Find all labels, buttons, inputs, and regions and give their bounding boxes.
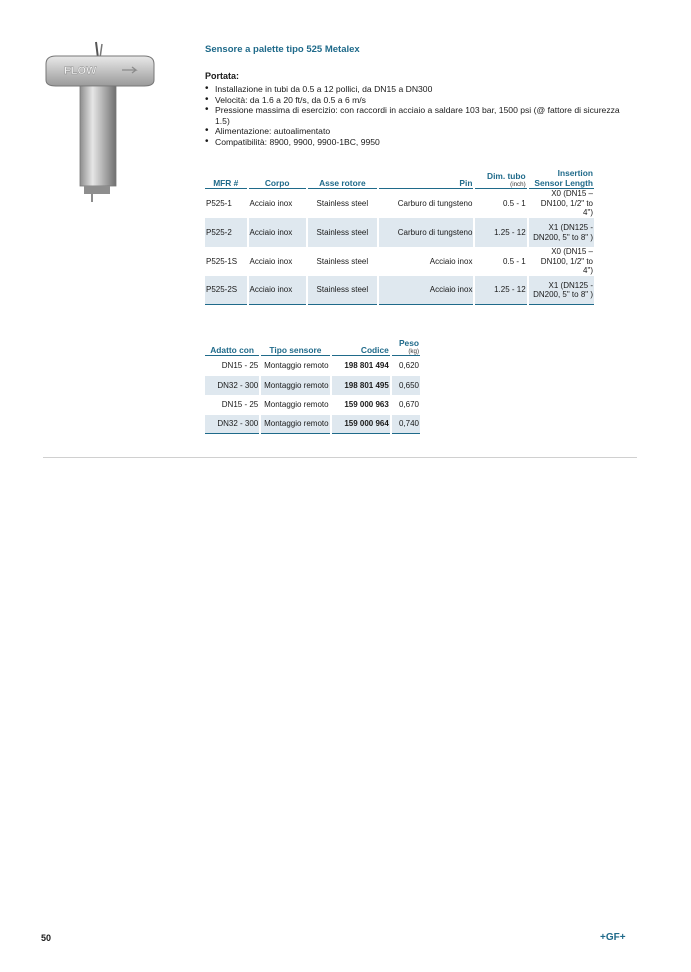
cell-corpo: Acciaio inox <box>249 218 306 247</box>
col-dim-label: Dim. tubo <box>487 171 526 181</box>
table-row <box>205 276 594 305</box>
cell-dim: 0.5 - 1 <box>502 198 526 208</box>
cell-tipo: Montaggio remoto <box>264 361 329 370</box>
cell-adatto: DN15 - 25 <box>221 400 259 409</box>
cell-peso: 0,670 <box>398 400 419 409</box>
table-row <box>205 395 420 415</box>
feature-item: • Installazione in tubi da 0.5 a 12 pollici, da DN15 a DN300 <box>205 84 635 95</box>
cell-pin: Carburo di tungsteno <box>379 218 474 247</box>
flow-label: FLOW <box>64 65 97 77</box>
col-insertion: Insertion Sensor Length <box>529 168 594 189</box>
feature-item: • Alimentazione: autoalimentato <box>205 126 635 137</box>
table-row <box>205 356 420 376</box>
cell-mfr: P525-2 <box>205 218 247 247</box>
cell-asse: Stainless steel <box>308 218 377 247</box>
table-row <box>205 247 594 276</box>
table-row <box>205 189 594 218</box>
cell-corpo: Acciaio inox <box>249 256 293 266</box>
cell-peso: 0,620 <box>398 361 419 370</box>
cell-dim: 1.25 - 12 <box>475 218 526 247</box>
cell-asse: Stainless steel <box>308 276 377 305</box>
col-dim <box>475 168 526 189</box>
table-row <box>205 415 420 435</box>
cell-pin: Carburo di tungsteno <box>397 198 473 208</box>
cell-mfr: P525-1S <box>206 256 238 266</box>
cell-asse: Stainless steel <box>316 256 369 266</box>
cell-dim: 0.5 - 1 <box>502 256 526 266</box>
col-adatto: Adatto con <box>205 338 259 356</box>
cell-tipo: Montaggio remoto <box>261 376 329 396</box>
cell-codice: 198 801 494 <box>344 361 389 370</box>
section-divider <box>43 457 637 458</box>
gf-logo: +GF+ <box>600 932 626 943</box>
cell-insertion: X1 (DN125 - DN200, 5" to 8" ) <box>529 218 594 247</box>
feature-item: • Velocità: da 1.6 a 20 ft/s, da 0.5 a 6 m/s <box>205 95 635 106</box>
cell-adatto: DN15 - 25 <box>221 361 259 370</box>
cell-peso: 0,650 <box>392 376 420 396</box>
cell-peso: 0,740 <box>392 415 420 435</box>
cell-pin: Acciaio inox <box>429 256 473 266</box>
col-corpo: Corpo <box>249 168 306 189</box>
cell-codice: 159 000 964 <box>332 415 390 435</box>
feature-list <box>205 84 635 148</box>
cell-insertion: X0 (DN15 – DN100, 1/2" to 4") <box>540 247 593 276</box>
col-mfr: MFR # <box>205 168 247 189</box>
col-tipo: Tipo sensore <box>261 338 329 356</box>
col-dim-unit: (inch) <box>510 181 526 188</box>
table-row <box>205 376 420 396</box>
cell-insertion: X1 (DN125 - DN200, 5" to 8" ) <box>529 276 594 305</box>
cell-insertion: X0 (DN15 – DN100, 1/2" to 4") <box>540 189 593 218</box>
cell-codice: 159 000 963 <box>344 400 389 409</box>
table-row <box>205 218 594 247</box>
product-title: Sensore a palette tipo 525 Metalex <box>205 44 360 55</box>
cell-corpo: Acciaio inox <box>249 198 293 208</box>
ordering-table <box>203 338 422 434</box>
col-pin: Pin <box>379 168 474 189</box>
cell-pin: Acciaio inox <box>379 276 474 305</box>
portata-heading: Portata: <box>205 71 240 81</box>
feature-item: • Compatibilità: 8900, 9900, 9900-1BC, 9950 <box>205 137 635 148</box>
page-number: 50 <box>41 933 52 943</box>
cell-mfr: P525-2S <box>205 276 247 305</box>
cell-tipo: Montaggio remoto <box>261 415 329 435</box>
feature-item: • Pressione massima di esercizio: con raccordi in acciaio a saldare 103 bar, 1500 psi (@ fattore di sicurezza 1.5) <box>205 105 635 126</box>
product-image <box>40 40 160 205</box>
product-description <box>205 44 635 148</box>
cell-mfr: P525-1 <box>206 198 232 208</box>
cell-tipo: Montaggio remoto <box>264 400 329 409</box>
cell-adatto: DN32 - 300 <box>205 376 259 396</box>
col-codice: Codice <box>332 338 390 356</box>
cell-asse: Stainless steel <box>316 198 369 208</box>
col-asse: Asse rotore <box>308 168 377 189</box>
col-peso-unit: (kg) <box>408 348 419 355</box>
cell-dim: 1.25 - 12 <box>475 276 526 305</box>
col-peso-label: Peso <box>398 338 419 348</box>
models-table <box>203 168 596 305</box>
cell-codice: 198 801 495 <box>332 376 390 396</box>
cell-adatto: DN32 - 300 <box>205 415 259 435</box>
cell-corpo: Acciaio inox <box>249 276 306 305</box>
col-peso <box>392 338 420 356</box>
